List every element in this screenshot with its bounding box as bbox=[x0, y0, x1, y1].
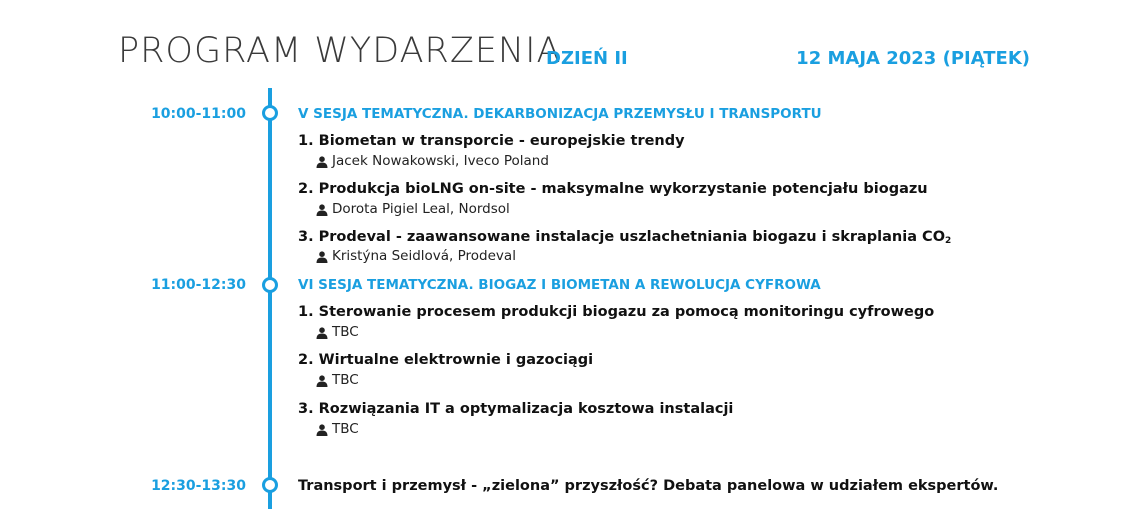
speaker-name: TBC bbox=[332, 372, 359, 388]
talk-title-subscript: 2 bbox=[945, 236, 952, 246]
speaker-name: TBC bbox=[332, 421, 359, 437]
speaker-name: TBC bbox=[332, 324, 359, 340]
speaker bbox=[316, 250, 516, 264]
talk-title: 3. Rozwiązania IT a optymalizacja kosztowa instalacji bbox=[298, 401, 734, 417]
speaker bbox=[316, 423, 359, 437]
speaker-name: Dorota Pigiel Leal, Nordsol bbox=[332, 201, 510, 217]
person-icon bbox=[316, 327, 328, 339]
speaker-name: Jacek Nowakowski, Iveco Poland bbox=[332, 153, 549, 169]
speaker bbox=[316, 203, 510, 217]
person-icon bbox=[316, 251, 328, 263]
debate-title: Transport i przemysł - „zielona” przyszłość? Debata panelowa w udziałem ekspertów. bbox=[298, 478, 999, 494]
talk-title: 2. Wirtualne elektrownie i gazociągi bbox=[298, 352, 594, 368]
timeline-dot bbox=[262, 105, 278, 121]
timeline-dot bbox=[262, 277, 278, 293]
session-title: V SESJA TEMATYCZNA. DEKARBONIZACJA PRZEMYSŁU I TRANSPORTU bbox=[298, 106, 822, 122]
page-title: PROGRAM WYDARZENIA bbox=[118, 31, 562, 71]
person-icon bbox=[316, 156, 328, 168]
talk-title: 1. Biometan w transporcie - europejskie trendy bbox=[298, 133, 685, 149]
speaker bbox=[316, 374, 359, 388]
speaker-name: Kristýna Seidlová, Prodeval bbox=[332, 248, 516, 264]
person-icon bbox=[316, 424, 328, 436]
date-label: 12 MAJA 2023 (PIĄTEK) bbox=[796, 48, 1030, 69]
talk-title bbox=[298, 230, 951, 246]
talk-title: 1. Sterowanie procesem produkcji biogazu za pomocą monitoringu cyfrowego bbox=[298, 304, 935, 320]
timeline-dot bbox=[262, 477, 278, 493]
session-title: VI SESJA TEMATYCZNA. BIOGAZ I BIOMETAN A REWOLUCJA CYFROWA bbox=[298, 277, 821, 293]
session-time: 11:00-12:30 bbox=[151, 277, 246, 293]
session-time: 12:30-13:30 bbox=[151, 478, 246, 494]
speaker bbox=[316, 155, 549, 169]
person-icon bbox=[316, 204, 328, 216]
person-icon bbox=[316, 375, 328, 387]
speaker bbox=[316, 326, 359, 340]
talk-title: 2. Produkcja bioLNG on-site - maksymalne wykorzystanie potencjału biogazu bbox=[298, 181, 928, 197]
session-time: 10:00-11:00 bbox=[151, 106, 246, 122]
talk-title-text: 3. Prodeval - zaawansowane instalacje uszlachetniania biogazu i skraplania CO bbox=[298, 229, 946, 245]
day-label: DZIEŃ II bbox=[546, 48, 628, 69]
timeline-line bbox=[268, 88, 272, 509]
